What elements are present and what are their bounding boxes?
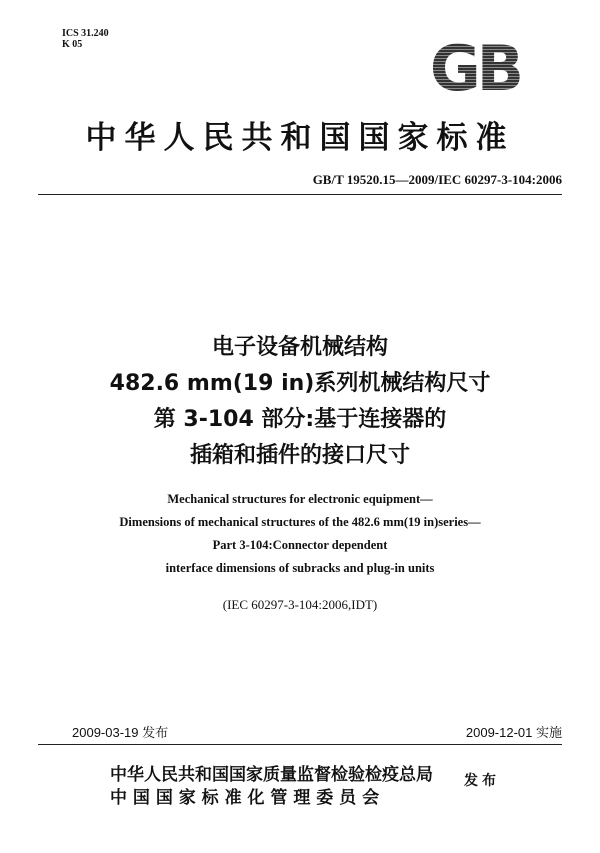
standard-number: GB/T 19520.15—2009/IEC 60297-3-104:2006 (312, 172, 562, 187)
standard-name: 中华人民共和国国家标准 (85, 120, 515, 156)
gb-logo-text: GB (429, 38, 521, 94)
equivalence-note: (IEC 60297-3-104:2006,IDT) (222, 597, 378, 612)
title-en-line-1: Mechanical structures for electronic equipment— (167, 492, 433, 506)
implement-date: 2009-12-01 实施 (465, 725, 562, 740)
issuer-aqsiq: 中华人民共和国国家质量监督检验检疫总局 (110, 765, 433, 785)
ccs-code: K 05 (62, 39, 83, 50)
title-zh-line-4: 插箱和插件的接口尺寸 (189, 443, 410, 468)
title-zh-line-3: 第 3-104 部分:基于连接器的 (153, 407, 447, 432)
publish-date: 2009-03-19 发布 (72, 725, 169, 740)
issuer-sac: 中 国 国 家 标 准 化 管 理 委 员 会 (110, 788, 380, 808)
ics-code: ICS 31.240 (62, 28, 109, 39)
title-en-line-4: interface dimensions of subracks and plug-in units (165, 561, 435, 575)
title-en-line-2: Dimensions of mechanical structures of the 482.6 mm(19 in)series— (119, 515, 481, 529)
bottom-divider (38, 744, 562, 745)
title-en-line-3: Part 3-104:Connector dependent (212, 538, 388, 552)
title-zh-line-2: 482.6 mm(19 in)系列机械结构尺寸 (109, 371, 491, 396)
title-zh-line-1: 电子设备机械结构 (211, 335, 388, 360)
top-divider (38, 194, 562, 195)
issue-label: 发布 (464, 773, 500, 789)
classification-codes (62, 28, 109, 50)
gb-logo (416, 38, 534, 94)
